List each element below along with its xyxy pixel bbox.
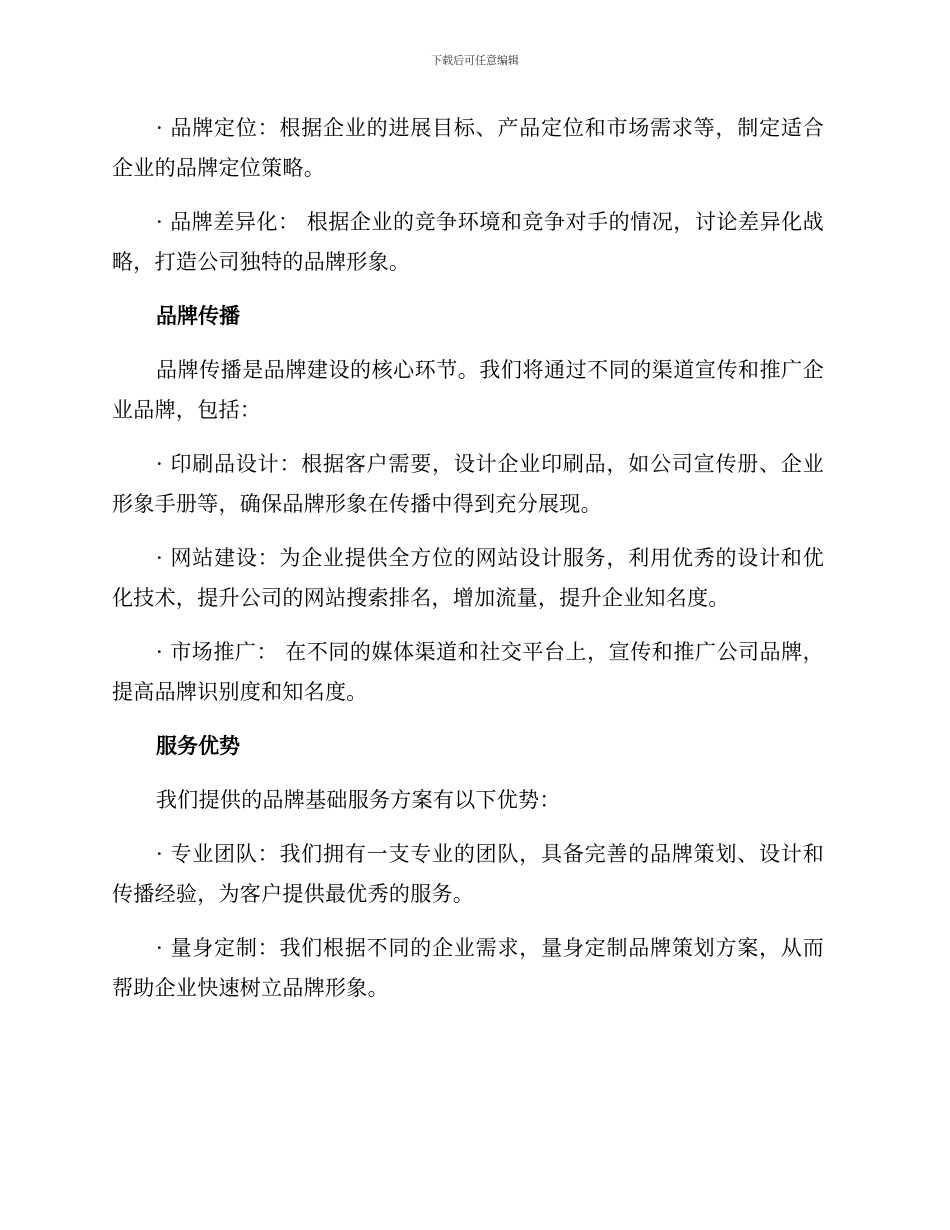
document-body	[112, 108, 824, 1022]
bullet-professional-team: · 专业团队：我们拥有一支专业的团队，具备完善的品牌策划、设计和传播经验，为客户提供最优秀的服务。	[112, 842, 824, 906]
bullet-customization: · 量身定制：我们根据不同的企业需求，量身定制品牌策划方案，从而帮助企业快速树立品牌形象。	[112, 936, 824, 1000]
paragraph-brand-communication-intro: 品牌传播是品牌建设的核心环节。我们将通过不同的渠道宣传和推广企业品牌，包括：	[112, 358, 824, 422]
bullet-website-building: · 网站建设：为企业提供全方位的网站设计服务，利用优秀的设计和优化技术，提升公司的网站搜索排名，增加流量，提升企业知名度。	[112, 546, 824, 610]
bullet-brand-differentiation: · 品牌差异化： 根据企业的竞争环境和竞争对手的情况，讨论差异化战略，打造公司独特的品牌形象。	[112, 210, 824, 274]
bullet-brand-positioning: · 品牌定位：根据企业的进展目标、产品定位和市场需求等，制定适合企业的品牌定位策略。	[112, 116, 824, 180]
bullet-print-design: · 印刷品设计：根据客户需要，设计企业印刷品，如公司宣传册、企业形象手册等，确保品牌形象在传播中得到充分展现。	[112, 452, 824, 516]
bullet-market-promotion: · 市场推广： 在不同的媒体渠道和社交平台上，宣传和推广公司品牌，提高品牌识别度和知名度。	[112, 640, 824, 704]
paragraph-service-advantages-intro: 我们提供的品牌基础服务方案有以下优势：	[156, 788, 561, 812]
page-header: 下载后可任意编辑	[431, 54, 519, 67]
section-heading-service-advantages: 服务优势	[156, 734, 240, 758]
section-heading-brand-communication: 品牌传播	[156, 304, 240, 328]
